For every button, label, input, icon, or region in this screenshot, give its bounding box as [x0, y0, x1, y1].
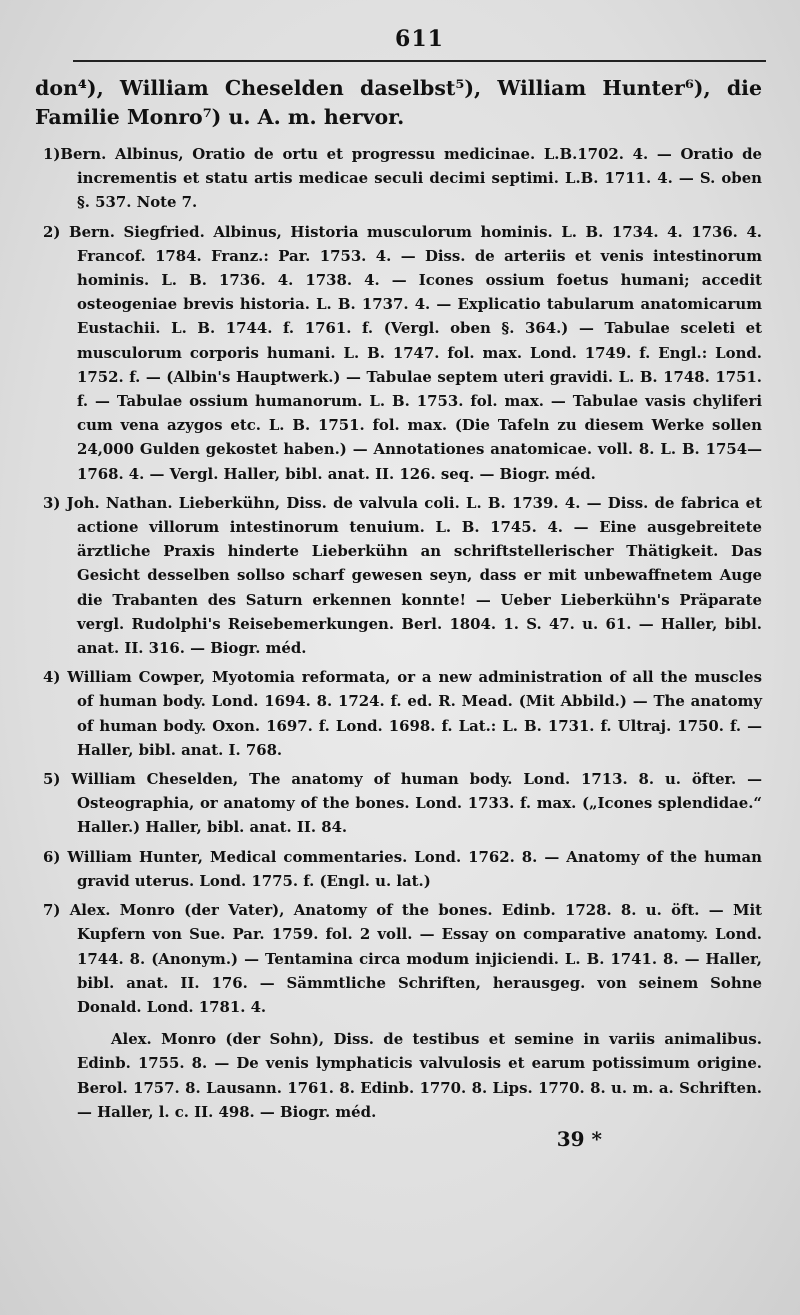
footnote-3: 3) Joh. Nathan. Lieberkühn, Diss. de valvula coli. L. B. 1739. 4. — Diss. de fabrica et actione villorum intestinorum tenuium. L. B. 1745. 4. — Eine ausgebreitete ärztliche Praxis hinderte Lieberkühn an schriftstellerischer Thätigkeit. Das Gesicht desselben sollso scharf gewesen seyn, dass er mit unbewaffnetem Auge die Trabanten des Saturn erkennen konnte! — Ueber Lieberkühn's Präparate vergl. Rudolphi's Reisebemerkungen. Berl. 1804. 1. S. 47. u. 61. — Haller, bibl. anat. II. 316. — Biogr. méd.	[43, 493, 762, 658]
closing-paragraph: Alex. Monro (der Sohn), Diss. de testibus et semine in variis animalibus. Edinb. 1755. 8. — De venis lymphaticis valvulosis et earum potissimum origine. Berol. 1757. 8. Lausann. 1761. 8. Edinb. 1770. 8. Lips. 1770. 8. u. m. a. Schriften. — Haller, l. c. II. 498. — Biogr. méd.	[77, 1030, 762, 1121]
footnote-1: 1)Bern. Albinus, Oratio de ortu et progressu medicinae. L.B.1702. 4. — Oratio de incrementis et statu artis medicae seculi decimi septimi. L.B. 1711. 4. — S. oben §. 537. Note 7.	[43, 145, 762, 212]
footnote-7: 7) Alex. Monro (der Vater), Anatomy of the bones. Edinb. 1728. 8. u. öft. — Mit Kupfern von Sue. Par. 1759. fol. 2 voll. — Essay on comparative anatomy. Lond. 1744. 8. (Anonym.) — Tentamina circa modum injiciendi. L. B. 1741. 8. — Haller, bibl. anat. II. 176. — Sämmtliche Schriften, herausgeg. von seinem Sohne Donald. Lond. 1781. 4.	[43, 901, 762, 1016]
footnotes	[43, 142, 762, 1124]
header-rule	[73, 60, 766, 62]
intro-line: don⁴), William Cheselden daselbst⁵), William Hunter⁶), die Familie Monro⁷) u. A. m. hervor.	[35, 76, 762, 129]
signature-mark: 39 *	[556, 1126, 602, 1151]
footnote-5: 5) William Cheselden, The anatomy of human body. Lond. 1713. 8. u. öfter. — Osteographia, or anatomy of the bones. Lond. 1733. f. max. („Icones splendidae.“ Haller.) Haller, bibl. anat. II. 84.	[43, 770, 762, 837]
footnote-6: 6) William Hunter, Medical commentaries. Lond. 1762. 8. — Anatomy of the human gravid uterus. Lond. 1775. f. (Engl. u. lat.)	[43, 847, 762, 890]
footnote-2: 2) Bern. Siegfried. Albinus, Historia musculorum hominis. L. B. 1734. 4. 1736. 4. Francof. 1784. Franz.: Par. 1753. 4. — Diss. de arteriis et venis intestinorum hominis. L. B. 1736. 4. 1738. 4. — Icones ossium foetus humani; accedit osteogeniae brevis historia. L. B. 1737. 4. — Explicatio tabularum anatomicarum Eustachii. L. B. 1744. f. 1761. f. (Vergl. oben §. 364.) — Tabulae sceleti et musculorum corporis humani. L. B. 1747. fol. max. Lond. 1749. f. Engl.: Lond. 1752. f. — (Albin's Hauptwerk.) — Tabulae septem uteri gravidi. L. B. 1748. 1751. f. — Tabulae ossium humanorum. L. B. 1753. fol. max. — Tabulae vasis chyliferi cum vena azygos etc. L. B. 1751. fol. max. (Die Tafeln zu diesem Werke sollen 24,000 Gulden gekostet haben.) — Annotationes anatomicae. voll. 8. L. B. 1754—1768. 4. — Vergl. Haller, bibl. anat. II. 126. seq. — Biogr. méd.	[43, 222, 762, 483]
footnote-4: 4) William Cowper, Myotomia reformata, or a new administration of all the muscles of human body. Lond. 1694. 8. 1724. f. ed. R. Mead. (Mit Abbild.) — The anatomy of human body. Oxon. 1697. f. Lond. 1698. f. Lat.: L. B. 1731. f. Ultraj. 1750. f. — Haller, bibl. anat. I. 768.	[43, 668, 762, 759]
page-number: 611	[395, 26, 444, 52]
